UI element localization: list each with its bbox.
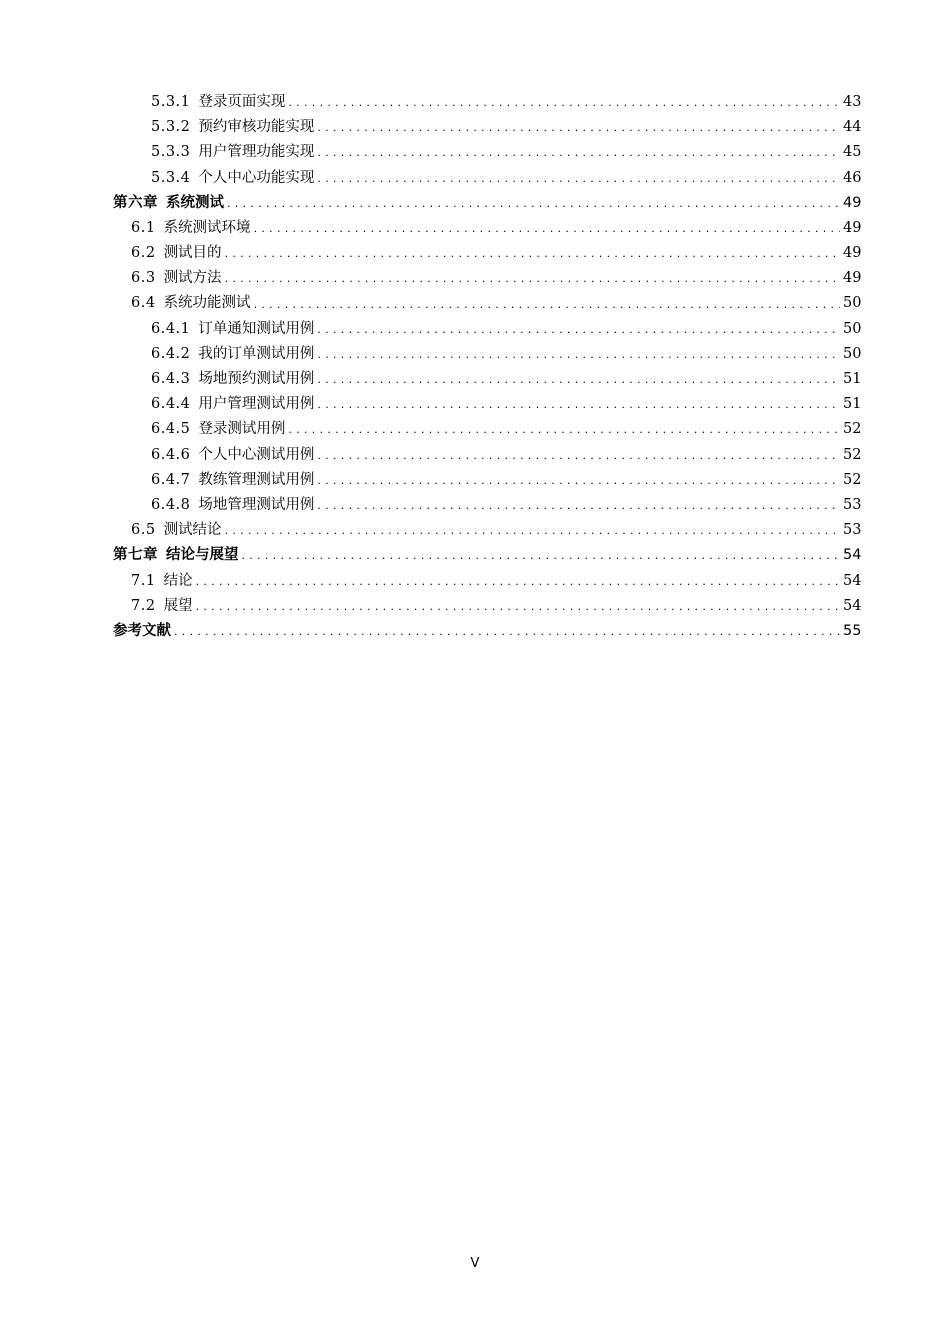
toc-entry-page: 46 xyxy=(843,169,862,186)
toc-entry-number: 6.4.4 xyxy=(151,396,191,413)
table-of-contents xyxy=(113,90,861,644)
toc-entry-number: 6.4.1 xyxy=(151,320,191,337)
toc-entry-number: 5.3.1 xyxy=(151,93,191,110)
toc-entry-page: 50 xyxy=(843,345,862,362)
toc-entry-page: 45 xyxy=(843,144,862,161)
toc-entry-title: 场地管理测试用例 xyxy=(198,496,315,513)
toc-entry-number: 6.4.3 xyxy=(151,371,191,388)
toc-dot-leader xyxy=(317,493,840,518)
toc-entry-number: 5.3.2 xyxy=(151,119,191,136)
toc-dot-leader xyxy=(254,292,840,317)
toc-entry-title: 系统测试 xyxy=(166,194,224,211)
toc-entry-number: 5.3.3 xyxy=(151,144,191,161)
toc-entry-title: 场地预约测试用例 xyxy=(198,371,315,388)
page-number: V xyxy=(470,1256,480,1271)
toc-entry-title: 教练管理测试用例 xyxy=(198,471,315,488)
toc-entry-number: 6.5 xyxy=(131,522,156,539)
toc-entry[interactable] xyxy=(113,166,861,191)
toc-entry[interactable] xyxy=(113,266,861,291)
toc-entry[interactable] xyxy=(113,115,861,140)
toc-entry-number: 6.1 xyxy=(131,219,156,236)
toc-entry[interactable] xyxy=(113,292,861,317)
toc-dot-leader xyxy=(225,518,840,543)
toc-entry-page: 54 xyxy=(843,572,862,589)
toc-dot-leader xyxy=(317,317,840,342)
toc-entry[interactable] xyxy=(113,443,861,468)
toc-dot-leader xyxy=(196,569,840,594)
toc-entry-title: 用户管理功能实现 xyxy=(198,144,315,161)
toc-entry[interactable] xyxy=(113,569,861,594)
toc-entry-number: 7.2 xyxy=(131,597,156,614)
toc-entry-page: 52 xyxy=(843,421,862,438)
toc-entry-title: 参考文献 xyxy=(113,622,171,639)
toc-entry-title: 结论与展望 xyxy=(166,547,239,564)
toc-entry[interactable] xyxy=(113,543,861,568)
toc-dot-leader xyxy=(174,619,840,644)
toc-entry[interactable] xyxy=(113,518,861,543)
toc-dot-leader xyxy=(317,367,840,392)
toc-entry-number: 7.1 xyxy=(131,572,156,589)
toc-entry-page: 50 xyxy=(843,295,862,312)
toc-dot-leader xyxy=(317,166,840,191)
toc-dot-leader xyxy=(288,417,840,442)
toc-dot-leader xyxy=(225,266,840,291)
toc-dot-leader xyxy=(254,216,840,241)
toc-entry-page: 52 xyxy=(843,471,862,488)
toc-entry[interactable] xyxy=(113,317,861,342)
toc-entry-page: 49 xyxy=(843,270,862,287)
toc-entry[interactable] xyxy=(113,140,861,165)
toc-dot-leader xyxy=(196,594,840,619)
toc-dot-leader xyxy=(317,140,840,165)
toc-entry-number: 6.4.2 xyxy=(151,345,191,362)
toc-entry-page: 54 xyxy=(843,597,862,614)
toc-entry-number: 6.4.8 xyxy=(151,496,191,513)
toc-dot-leader xyxy=(225,241,840,266)
toc-entry-title: 个人中心测试用例 xyxy=(198,446,315,463)
toc-dot-leader xyxy=(227,191,840,216)
toc-entry[interactable] xyxy=(113,392,861,417)
toc-entry-number: 5.3.4 xyxy=(151,169,191,186)
toc-entry[interactable] xyxy=(113,191,861,216)
toc-entry-title: 测试目的 xyxy=(163,245,222,262)
toc-entry-page: 55 xyxy=(843,622,862,639)
toc-entry-title: 预约审核功能实现 xyxy=(198,119,315,136)
toc-entry-title: 测试方法 xyxy=(163,270,222,287)
toc-entry[interactable] xyxy=(113,241,861,266)
toc-entry-title: 用户管理测试用例 xyxy=(198,396,315,413)
toc-entry-page: 51 xyxy=(843,371,862,388)
toc-entry-title: 个人中心功能实现 xyxy=(198,169,315,186)
toc-dot-leader xyxy=(317,342,840,367)
toc-entry-page: 53 xyxy=(843,496,862,513)
toc-entry[interactable] xyxy=(113,468,861,493)
toc-entry-number: 6.4 xyxy=(131,295,156,312)
toc-entry-title: 结论 xyxy=(163,572,193,589)
toc-entry-number: 6.4.6 xyxy=(151,446,191,463)
toc-entry-title: 登录页面实现 xyxy=(198,93,286,110)
toc-entry-number: 6.4.7 xyxy=(151,471,191,488)
toc-entry-page: 50 xyxy=(843,320,862,337)
toc-entry-page: 53 xyxy=(843,522,862,539)
toc-entry[interactable] xyxy=(113,417,861,442)
toc-dot-leader xyxy=(317,443,840,468)
toc-entry-title: 系统功能测试 xyxy=(163,295,251,312)
toc-entry-title: 测试结论 xyxy=(163,522,222,539)
toc-entry[interactable] xyxy=(113,619,861,644)
toc-entry-number: 第六章 xyxy=(113,194,158,211)
toc-entry-number: 6.4.5 xyxy=(151,421,191,438)
toc-entry-title: 系统测试环境 xyxy=(163,219,251,236)
toc-entry-page: 49 xyxy=(843,194,862,211)
toc-entry[interactable] xyxy=(113,493,861,518)
toc-dot-leader xyxy=(242,543,841,568)
toc-entry-page: 49 xyxy=(843,219,862,236)
toc-entry-page: 43 xyxy=(843,93,862,110)
toc-dot-leader xyxy=(288,90,840,115)
toc-entry-title: 订单通知测试用例 xyxy=(198,320,315,337)
toc-entry-number: 6.3 xyxy=(131,270,156,287)
toc-entry[interactable] xyxy=(113,342,861,367)
toc-entry-page: 49 xyxy=(843,245,862,262)
toc-entry-page: 54 xyxy=(843,547,862,564)
toc-dot-leader xyxy=(317,392,840,417)
toc-entry-title: 展望 xyxy=(163,597,193,614)
toc-entry-page: 52 xyxy=(843,446,862,463)
toc-dot-leader xyxy=(317,115,840,140)
toc-dot-leader xyxy=(317,468,840,493)
toc-entry[interactable] xyxy=(113,594,861,619)
toc-entry[interactable] xyxy=(113,216,861,241)
toc-entry[interactable] xyxy=(113,90,861,115)
toc-entry-number: 6.2 xyxy=(131,245,156,262)
toc-entry-page: 51 xyxy=(843,396,862,413)
toc-entry[interactable] xyxy=(113,367,861,392)
toc-entry-title: 我的订单测试用例 xyxy=(198,345,315,362)
toc-entry-number: 第七章 xyxy=(113,547,158,564)
toc-entry-page: 44 xyxy=(843,119,862,136)
toc-entry-title: 登录测试用例 xyxy=(198,421,286,438)
